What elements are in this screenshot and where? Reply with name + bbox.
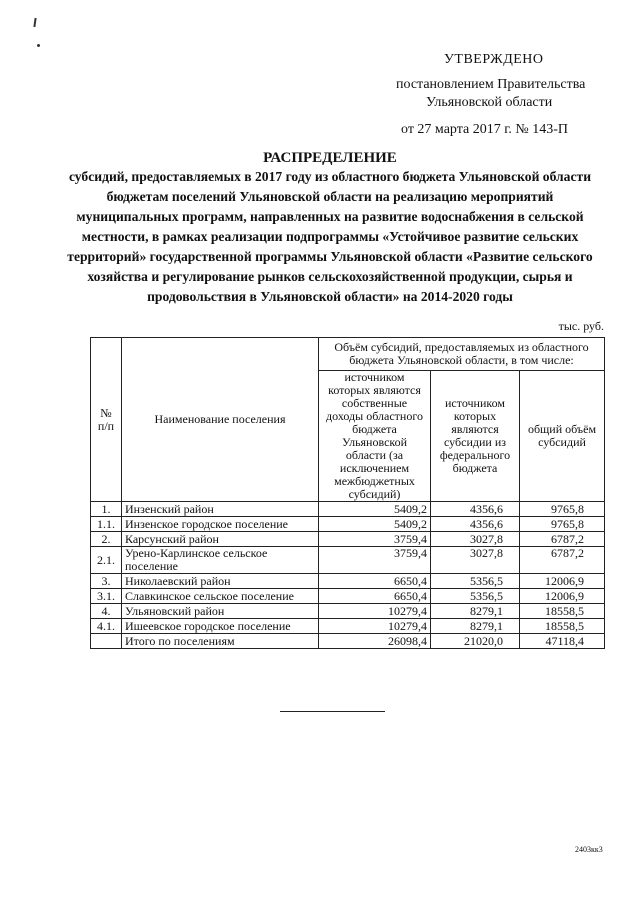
header-group: Объём субсидий, предоставляемых из областного бюджета Ульяновской области, в том числе: (319, 338, 605, 371)
row-total: 18558,5 (520, 619, 605, 634)
row-federal: 8279,1 (431, 604, 520, 619)
document-subtitle: субсидий, предоставляемых в 2017 году из областного бюджета Ульяновской области бюджетам поселений Ульяновской области на реализацию мероприятий муниципальных программ, направленных на развитие водоснабжения в сельской местности, в рамках реализации подпрограммы «Устойчивое развитие сельских территорий» государственной программы Ульяновской области «Развитие сельского хозяйства и регулирование рынков сельскохозяйственной продукции, сырья и продовольствия в Ульяновской области» на 2014-2020 годы (67, 169, 593, 304)
row-federal: 5356,5 (431, 574, 520, 589)
row-num (91, 634, 122, 649)
distribution-table (90, 337, 605, 649)
row-own: 3759,4 (319, 532, 431, 547)
margin-dot (37, 44, 40, 47)
row-own: 6650,4 (319, 574, 431, 589)
approval-title: УТВЕРЖДЕНО (444, 52, 544, 67)
row-federal: 8279,1 (431, 619, 520, 634)
table-row (91, 547, 605, 574)
row-num: 4. (91, 604, 122, 619)
row-name: Ишеевское городское поселение (122, 619, 319, 634)
row-num: 1.1. (91, 517, 122, 532)
header-name: Наименование поселения (122, 338, 319, 502)
header-federal: источником которых являются субсидии из федерального бюджета (431, 371, 520, 502)
margin-mark (33, 18, 36, 27)
row-own: 5409,2 (319, 517, 431, 532)
row-federal: 3027,8 (431, 547, 520, 574)
row-federal: 21020,0 (431, 634, 520, 649)
table-row (91, 619, 605, 634)
row-name: Славкинское сельское поселение (122, 589, 319, 604)
row-num: 3. (91, 574, 122, 589)
closing-rule (280, 711, 385, 712)
row-name: Инзенское городское поселение (122, 517, 319, 532)
approval-line-1: постановлением Правительства (396, 77, 586, 92)
header-num: № п/п (91, 338, 122, 502)
row-total: 18558,5 (520, 604, 605, 619)
row-name: Итого по поселениям (122, 634, 319, 649)
table-row-total (91, 634, 605, 649)
row-federal: 4356,6 (431, 502, 520, 517)
approval-line-2: Ульяновской области (426, 95, 553, 110)
row-federal: 4356,6 (431, 517, 520, 532)
row-num: 4.1. (91, 619, 122, 634)
row-name: Инзенский район (122, 502, 319, 517)
row-name: Урено-Карлинское сельское поселение (122, 547, 319, 574)
row-total: 12006,9 (520, 574, 605, 589)
table-row (91, 589, 605, 604)
row-own: 10279,4 (319, 604, 431, 619)
row-num: 3.1. (91, 589, 122, 604)
row-total: 6787,2 (520, 547, 605, 574)
row-total: 12006,9 (520, 589, 605, 604)
row-total: 9765,8 (520, 517, 605, 532)
row-num: 2. (91, 532, 122, 547)
row-own: 6650,4 (319, 589, 431, 604)
table-row (91, 502, 605, 517)
row-total: 47118,4 (520, 634, 605, 649)
row-total: 6787,2 (520, 532, 605, 547)
table-row (91, 532, 605, 547)
row-own: 26098,4 (319, 634, 431, 649)
row-num: 2.1. (91, 547, 122, 574)
header-own-income: источником которых являются собственные доходы областного бюджета Ульяновской области (за исключением межбюджетных субсидий) (319, 371, 431, 502)
unit-label: тыс. руб. (558, 319, 604, 333)
approval-line-3: от 27 марта 2017 г. № 143-П (401, 122, 569, 137)
row-federal: 3027,8 (431, 532, 520, 547)
row-own: 10279,4 (319, 619, 431, 634)
row-name: Ульяновский район (122, 604, 319, 619)
row-own: 3759,4 (319, 547, 431, 574)
document-title: РАСПРЕДЕЛЕНИЕ (263, 150, 397, 166)
row-total: 9765,8 (520, 502, 605, 517)
row-num: 1. (91, 502, 122, 517)
row-federal: 5356,5 (431, 589, 520, 604)
footer-code: 2403кк3 (575, 845, 603, 854)
table-row (91, 604, 605, 619)
table-row (91, 517, 605, 532)
row-name: Николаевский район (122, 574, 319, 589)
row-own: 5409,2 (319, 502, 431, 517)
table-row (91, 574, 605, 589)
header-total: общий объём субсидий (520, 371, 605, 502)
row-name: Карсунский район (122, 532, 319, 547)
